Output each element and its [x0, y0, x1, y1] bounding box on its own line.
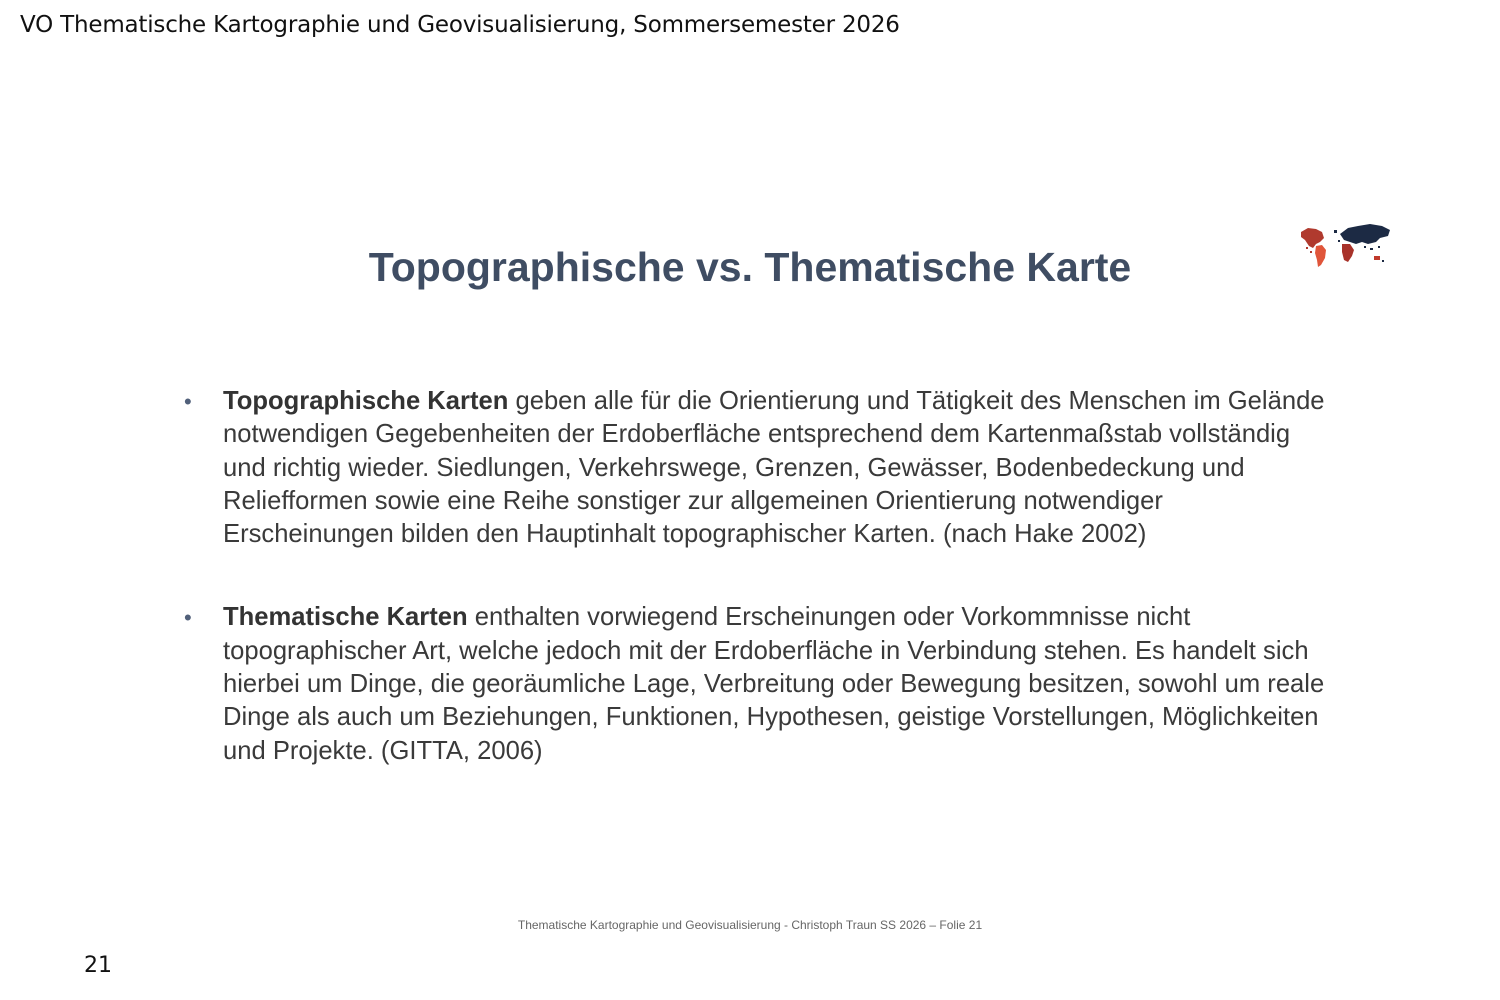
bullet-symbol: • — [184, 605, 192, 631]
bullet-term: Thematische Karten — [223, 603, 468, 632]
bullet-text: geben alle für die Orientierung und Tätigkeit des Menschen im Gelände notwendigen Gegebenheiten der Erdoberfläche entsprechend dem Kartenmaßstab vollständig und richtig wieder. Siedlungen, Verkehrswege, Grenzen, Gewässer, Bodenbedeckung und Reliefformen sowie eine Reihe sonstiger zur allgemeinen Orientierung notwendiger Erscheinungen bilden den Hauptinhalt topographischer Karten. (nach Hake 2002) — [223, 387, 1325, 549]
course-header: VO Thematische Kartographie und Geovisualisierung, Sommersemester 2026 — [20, 12, 900, 38]
bullet-item-thematic — [182, 601, 1332, 767]
bullet-text: enthalten vorwiegend Erscheinungen oder Vorkommnisse nicht topographischer Art, welche jedoch mit der Erdoberfläche in Verbindung stehen. Es handelt sich hierbei um Dinge, die georäumliche Lage, Verbreitung oder Bewegung besitzen, sowohl um reale Dinge als auch um Beziehungen, Funktionen, Hypothesen, geistige Vorstellungen, Möglichkeiten und Projekte. (GITTA, 2006) — [223, 603, 1325, 765]
bullet-term: Topographische Karten — [223, 387, 509, 415]
bullet-item-topographic — [182, 385, 1332, 551]
bullet-symbol: • — [184, 389, 192, 414]
slide-title: Topographische vs. Thematische Karte — [368, 244, 1132, 290]
bullet-list — [182, 385, 1332, 768]
slide-footer: Thematische Kartographie und Geovisualisierung - Christoph Traun SS 2026 – Folie 21 — [517, 918, 983, 932]
page-number: 21 — [84, 953, 112, 978]
